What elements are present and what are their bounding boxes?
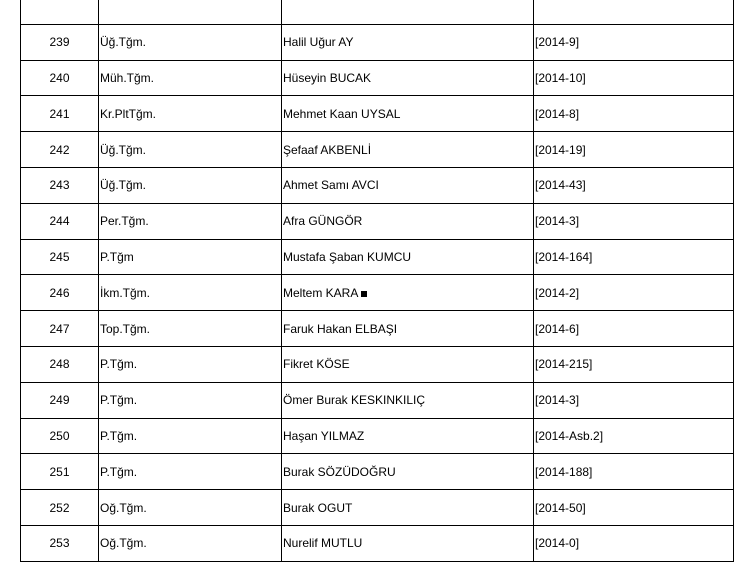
name-cell	[282, 346, 534, 382]
row-number	[21, 167, 99, 203]
name-cell-text: Haşan YILMAZ	[283, 428, 365, 443]
code-cell-text: [2014-6]	[535, 321, 580, 336]
name-cell-text: Ömer Burak KESKINKILIÇ	[283, 393, 426, 408]
name-cell	[282, 167, 534, 203]
table-row	[21, 24, 734, 60]
row-number-text: 241	[49, 106, 70, 121]
code-cell	[534, 382, 734, 418]
rank-cell-text: Top.Tğm.	[100, 321, 151, 336]
row-number	[21, 525, 99, 561]
code-cell-text: [2014-3]	[535, 214, 580, 229]
table-row	[21, 167, 734, 203]
table-row-top-cut	[21, 0, 734, 24]
rank-cell-text: Per.Tğm.	[100, 214, 149, 229]
name-cell	[282, 132, 534, 168]
rank-cell-text: Üğ.Tğm.	[100, 142, 147, 157]
rank-cell-text: P.Tğm.	[100, 464, 138, 479]
code-cell-text: [2014-2]	[535, 285, 580, 300]
row-number	[21, 239, 99, 275]
rank-cell	[99, 382, 282, 418]
table-row	[21, 311, 734, 347]
name-cell-text: Mustafa Şaban KUMCU	[283, 249, 412, 264]
code-cell-text: [2014-43]	[535, 178, 586, 193]
row-number-text: 250	[49, 428, 70, 443]
name-cell-text: Faruk Hakan ELBAŞI	[283, 321, 398, 336]
rank-cell	[99, 24, 282, 60]
row-number	[21, 454, 99, 490]
table-row	[21, 60, 734, 96]
name-cell-text: Şefaaf AKBENLİ	[283, 142, 372, 157]
row-number-text: 247	[49, 321, 70, 336]
rank-cell-text: P.Tğm.	[100, 393, 138, 408]
table-row	[21, 346, 734, 382]
name-cell	[282, 525, 534, 561]
code-cell-text: [2014-50]	[535, 500, 586, 515]
name-cell	[282, 311, 534, 347]
code-cell-text: [2014-19]	[535, 142, 586, 157]
row-number	[21, 60, 99, 96]
code-cell-text: [2014-9]	[535, 35, 580, 50]
rank-cell-text: İkm.Tğm.	[100, 285, 150, 300]
rank-cell	[99, 239, 282, 275]
rank-cell-text: Oğ.Tğm.	[100, 500, 147, 515]
table-row	[21, 203, 734, 239]
table-row	[21, 96, 734, 132]
rank-cell-text: Üğ.Tğm.	[100, 35, 147, 50]
name-cell-text: Mehmet Kaan UYSAL	[283, 106, 401, 121]
name-cell	[282, 239, 534, 275]
row-number	[21, 96, 99, 132]
row-number-text: 253	[49, 536, 70, 551]
code-cell	[534, 525, 734, 561]
rank-cell-text: Müh.Tğm.	[100, 70, 155, 85]
name-cell	[282, 96, 534, 132]
code-cell	[534, 60, 734, 96]
row-number-text: 239	[49, 35, 70, 50]
table-row	[21, 525, 734, 561]
row-number	[21, 346, 99, 382]
rank-cell	[99, 60, 282, 96]
table-row	[21, 490, 734, 526]
name-cell-text: Burak OGUT	[283, 500, 353, 515]
code-cell	[534, 346, 734, 382]
name-cell-text: Ahmet Samı AVCI	[283, 178, 379, 193]
row-number-text: 244	[49, 214, 70, 229]
row-number	[21, 132, 99, 168]
row-number-text: 240	[49, 70, 70, 85]
rank-cell-text: Üğ.Tğm.	[100, 178, 147, 193]
code-cell-text: [2014-188]	[535, 464, 593, 479]
code-cell	[534, 454, 734, 490]
name-cell	[282, 275, 534, 311]
table-body	[21, 0, 734, 561]
row-number-text: 245	[49, 249, 70, 264]
row-number-text: 252	[49, 500, 70, 515]
black-square-icon	[361, 291, 367, 297]
code-cell-text: [2014-0]	[535, 536, 580, 551]
row-number	[21, 203, 99, 239]
table-row	[21, 239, 734, 275]
table-row	[21, 275, 734, 311]
rank-cell	[99, 203, 282, 239]
code-cell	[534, 96, 734, 132]
name-cell-text: Halil Uğur AY	[283, 35, 354, 50]
row-number	[21, 275, 99, 311]
table-row	[21, 418, 734, 454]
name-cell-text: Hüseyin BUCAK	[283, 70, 372, 85]
rank-cell	[99, 167, 282, 203]
row-number	[21, 382, 99, 418]
code-cell	[534, 167, 734, 203]
rank-cell	[99, 525, 282, 561]
table-row	[21, 454, 734, 490]
personnel-table	[20, 0, 734, 562]
name-cell-text: Fikret KÖSE	[283, 357, 350, 372]
rank-cell	[99, 454, 282, 490]
name-cell-text: Afra GÜNGÖR	[283, 214, 363, 229]
rank-cell	[99, 311, 282, 347]
rank-cell-text: Kr.PltTğm.	[100, 106, 157, 121]
name-cell	[282, 490, 534, 526]
rank-cell-text: P.Tğm	[100, 249, 134, 264]
code-cell-text: [2014-8]	[535, 106, 580, 121]
code-cell-text: [2014-215]	[535, 357, 593, 372]
code-cell	[534, 418, 734, 454]
row-number-text: 248	[49, 357, 70, 372]
row-number	[21, 24, 99, 60]
row-number	[21, 311, 99, 347]
code-cell	[534, 203, 734, 239]
code-cell	[534, 239, 734, 275]
rank-cell-text: Oğ.Tğm.	[100, 536, 147, 551]
name-cell	[282, 418, 534, 454]
rank-cell	[99, 275, 282, 311]
rank-cell	[99, 346, 282, 382]
row-number-text: 251	[49, 464, 70, 479]
code-cell	[534, 490, 734, 526]
code-cell	[534, 24, 734, 60]
rank-cell	[99, 418, 282, 454]
name-cell	[282, 454, 534, 490]
row-number	[21, 490, 99, 526]
name-cell-text: Burak SÖZÜDOĞRU	[283, 464, 396, 479]
rank-cell-text: P.Tğm.	[100, 357, 138, 372]
name-cell	[282, 203, 534, 239]
code-cell-text: [2014-Asb.2]	[535, 428, 604, 443]
name-cell	[282, 382, 534, 418]
code-cell-text: [2014-164]	[535, 249, 593, 264]
code-cell-text: [2014-3]	[535, 393, 580, 408]
row-number	[21, 418, 99, 454]
table-row	[21, 132, 734, 168]
rank-cell	[99, 132, 282, 168]
name-cell-text: Meltem KARA	[283, 285, 359, 300]
code-cell	[534, 311, 734, 347]
code-cell	[534, 275, 734, 311]
code-cell	[534, 132, 734, 168]
name-cell-text: Nurelif MUTLU	[283, 536, 363, 551]
name-cell	[282, 60, 534, 96]
rank-cell	[99, 490, 282, 526]
rank-cell	[99, 96, 282, 132]
row-number-text: 246	[49, 285, 70, 300]
rank-cell-text: P.Tğm.	[100, 428, 138, 443]
row-number-text: 249	[49, 393, 70, 408]
table-row	[21, 382, 734, 418]
code-cell-text: [2014-10]	[535, 70, 586, 85]
row-number-text: 242	[49, 142, 70, 157]
row-number-text: 243	[49, 178, 70, 193]
name-cell	[282, 24, 534, 60]
